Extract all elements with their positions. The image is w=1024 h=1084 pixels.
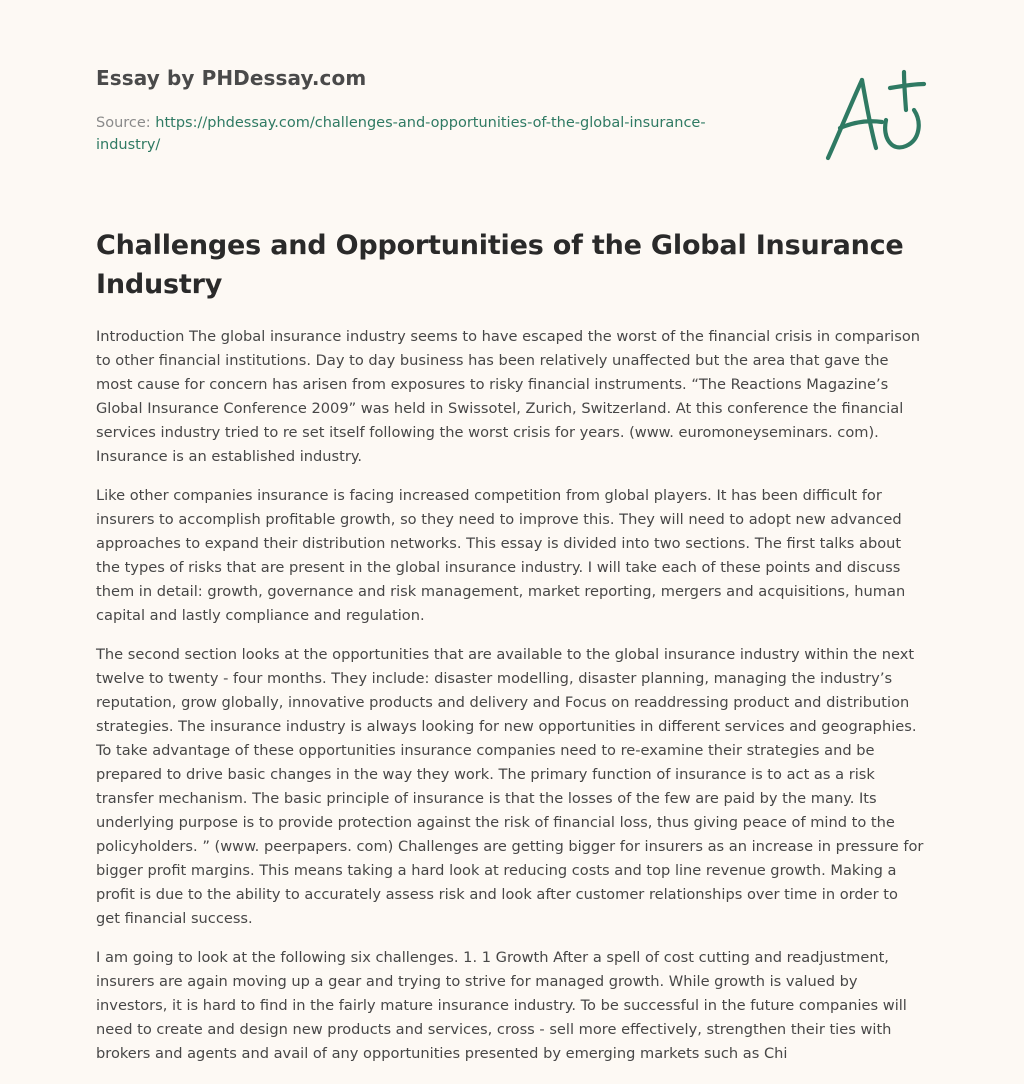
article-body — [96, 325, 926, 1081]
article-paragraph: I am going to look at the following six challenges. 1. 1 Growth After a spell of cost cutting and readjustment, insurers are again moving up a gear and trying to strive for managed growth. While growth is valued by investors, it is hard to find in the fairly mature insurance industry. To be successful in the future companies will need to create and design new products and services, cross - sell more effectively, strengthen their ties with brokers and agents and avail of any opportunities presented by emerging markets such as Chi — [96, 949, 907, 1062]
a-plus-logo-icon — [820, 66, 932, 166]
article-paragraph: The second section looks at the opportunities that are available to the global insurance industry within the next twelve to twenty - four months. They include: disaster modelling, disaster planning, managing the industry’s reputation, grow globally, innovative products and delivery and Focus on readdressing product and distribution strategies. The insurance industry is always looking for new opportunities in different services and geographies. To take advantage of these opportunities insurance companies need to re-examine their strategies and be prepared to drive basic changes in the way they work. The primary function of insurance is to act as a risk transfer mechanism. The basic principle of insurance is that the losses of the few are paid by the many. Its underlying purpose is to provide protection against the risk of financial loss, thus giving peace of mind to the policyholders. ” (www. peerpapers. com) Challenges are getting bigger for insurers as an increase in pressure for bigger profit margins. This means taking a hard look at reducing costs and top line revenue growth. Making a profit is due to the ability to accurately assess risk and look after customer relationships over time in order to get financial success. — [96, 646, 924, 927]
site-brand: Essay by PHDessay.com — [96, 66, 367, 90]
source-label: Source: — [96, 115, 151, 131]
source-line — [96, 112, 736, 156]
article-paragraph: Like other companies insurance is facing increased competition from global players. It has been difficult for insurers to accomplish profitable growth, so they need to improve this. They will need to adopt new advanced approaches to expand their distribution networks. This essay is divided into two sections. The first talks about the types of risks that are present in the global insurance industry. I will take each of these points and discuss them in detail: growth, governance and risk management, market reporting, mergers and acquisitions, human capital and lastly compliance and regulation. — [96, 487, 906, 624]
article-paragraph: Introduction The global insurance industry seems to have escaped the worst of the financial crisis in comparison to other financial institutions. Day to day business has been relatively unaffected but the area that gave the most cause for concern has arisen from exposures to risky financial instruments. “The Reactions Magazine’s Global Insurance Conference 2009” was held in Swissotel, Zurich, Switzerland. At this conference the financial services industry tried to re set itself following the worst crisis for years. (www. euromoneyseminars. com). Insurance is an established industry. — [96, 328, 920, 465]
source-link[interactable]: https://phdessay.com/challenges-and-opportunities-of-the-global-insurance-industry/ — [96, 115, 706, 153]
article-title: Challenges and Opportunities of the Global Insurance Industry — [96, 230, 904, 300]
